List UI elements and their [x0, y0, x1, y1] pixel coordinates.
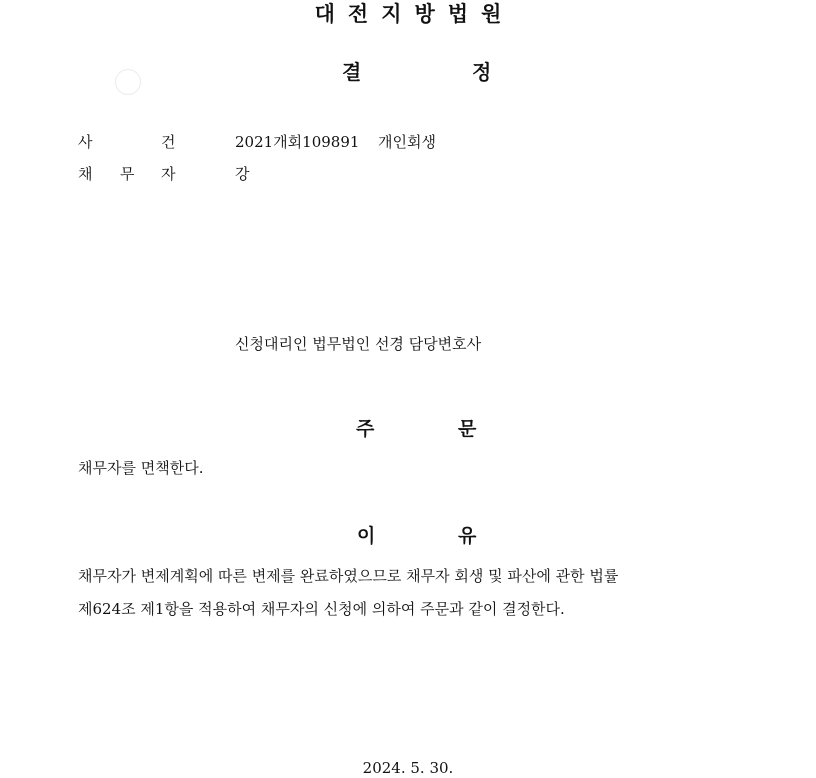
reason-heading-right: 유: [458, 525, 477, 547]
court-name: 대전지방법원: [314, 2, 515, 26]
reason-text-line-1: 채무자가 변제계획에 따른 변제를 완료하였으므로 채무자 회생 및 파산에 관한 법률: [78, 567, 619, 585]
reason-heading-left: 이: [357, 525, 376, 547]
debtor-label-char-1: 채: [78, 165, 93, 183]
faint-circle-mark: [115, 69, 141, 95]
debtor-label-char-2: 무: [120, 165, 135, 183]
reason-text-line-2: 제624조 제1항을 적용하여 채무자의 신청에 의하여 주문과 같이 결정한다.: [78, 600, 565, 618]
case-label-char-1: 사: [78, 133, 93, 151]
document-title-left: 결: [342, 60, 362, 84]
attorney-line: 신청대리인 법무법인 선경 담당변호사: [235, 335, 482, 353]
debtor-label-char-3: 자: [161, 165, 176, 183]
order-heading-left: 주: [356, 418, 375, 440]
case-number: 2021개회109891: [235, 133, 360, 151]
order-heading-right: 문: [458, 418, 477, 440]
order-text: 채무자를 면책한다.: [78, 459, 204, 477]
case-label-char-2: 건: [161, 133, 176, 151]
decision-date: 2024. 5. 30.: [362, 759, 454, 777]
case-name: 개인회생: [378, 133, 436, 151]
debtor-name: 강: [235, 165, 250, 183]
document-title-right: 정: [472, 60, 492, 84]
